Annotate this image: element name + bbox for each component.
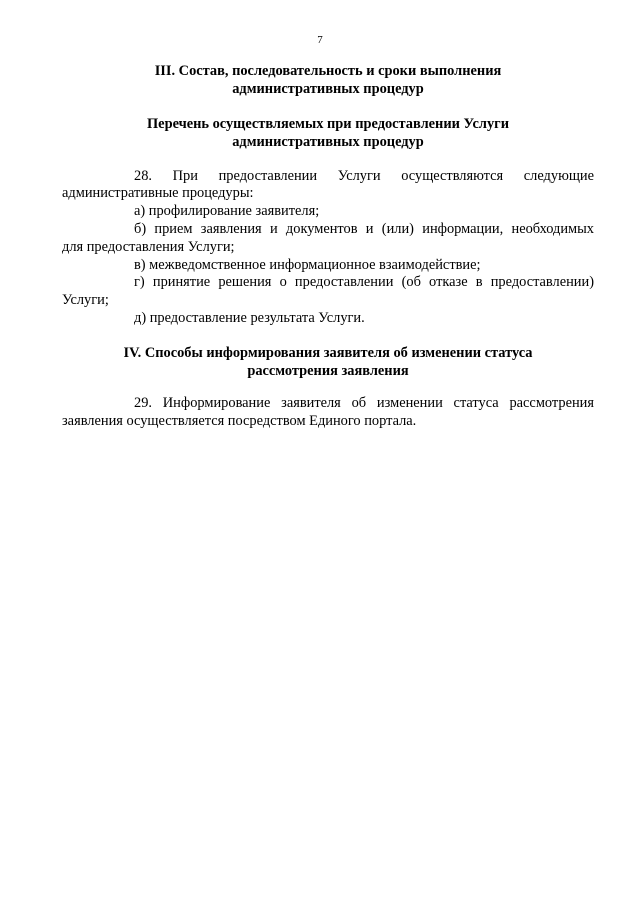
paragraph-29-line-1: 29. Информирование заявителя об изменении статуса рассмотрения xyxy=(134,395,594,411)
paragraph-29-line-2: заявления осуществляется посредством Единого портала. xyxy=(62,413,417,429)
list-item-b-line-2: для предоставления Услуги; xyxy=(62,239,235,255)
paragraph-28-line-1: 28. При предоставлении Услуги осуществляются следующие xyxy=(134,168,594,184)
page-number: 7 xyxy=(317,34,323,46)
section-3-heading xyxy=(62,62,594,98)
subsection-heading xyxy=(62,115,594,151)
paragraph-28-line-2: административные процедуры: xyxy=(62,185,254,201)
list-item-c: в) межведомственное информационное взаимодействие; xyxy=(134,257,481,273)
section-4-heading xyxy=(62,344,594,380)
subsection-heading-line-1: Перечень осуществляемых при предоставлении Услуги xyxy=(146,116,509,132)
section-4-heading-line-2: рассмотрения заявления xyxy=(247,363,409,379)
section-4-heading-line-1: IV. Способы информирования заявителя об изменении статуса xyxy=(123,345,533,361)
list-item-d-line-1: г) принятие решения о предоставлении (об отказе в предоставлении) xyxy=(134,274,594,290)
list-item-b-line-1: б) прием заявления и документов и (или) информации, необходимых xyxy=(134,221,594,237)
section-3-heading-line-1: III. Состав, последовательность и сроки выполнения xyxy=(154,63,502,79)
list-item-a: а) профилирование заявителя; xyxy=(134,203,320,219)
subsection-heading-line-2: административных процедур xyxy=(232,134,424,150)
list-item-d-line-2: Услуги; xyxy=(62,292,109,308)
section-3-heading-line-2: административных процедур xyxy=(232,81,424,97)
list-item-e: д) предоставление результата Услуги. xyxy=(134,310,365,326)
